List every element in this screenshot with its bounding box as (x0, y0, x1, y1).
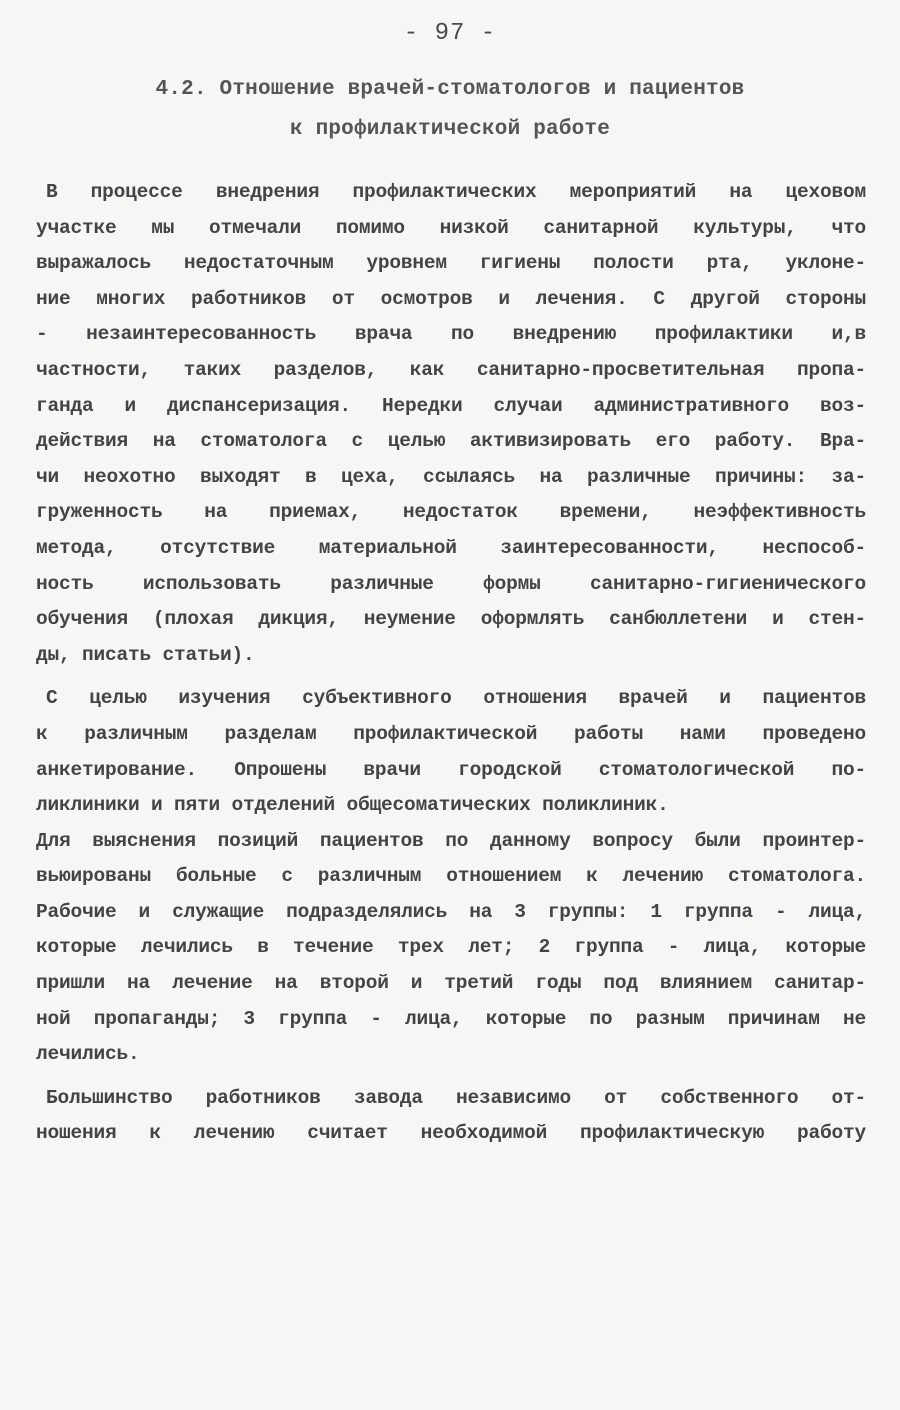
text-line: - незаинтересованность врача по внедрению профилактики и,в (36, 323, 866, 346)
text-line: ды, писать статьи). (36, 643, 255, 666)
text-line: ние многих работников от осмотров и лечения. С другой стороны (36, 287, 866, 310)
text-line: Большинство работников завода независимо от собственного от- (46, 1086, 866, 1109)
text-line: ликлиники и пяти отделений общесоматических поликлиник. (36, 794, 669, 817)
text-line: лечились. (36, 1043, 140, 1066)
text-line: чи неохотно выходят в цеха, ссылаясь на различные причины: за- (36, 465, 866, 488)
paragraph-1 (36, 175, 866, 673)
section-heading (60, 70, 840, 150)
paragraph-2 (36, 681, 866, 1073)
text-line: ганда и диспансеризация. Нередки случаи административного воз- (36, 394, 866, 417)
heading-line-1: 4.2. Отношение врачей-стоматологов и пациентов (155, 78, 745, 101)
body-text (36, 175, 866, 1152)
text-line: выражалось недостаточным уровнем гигиены полости рта, уклоне- (36, 252, 866, 275)
text-line: В процессе внедрения профилактических мероприятий на цеховом (46, 181, 866, 203)
text-line: участке мы отмечали помимо низкой санитарной культуры, что (36, 216, 866, 239)
text-line: частности, таких разделов, как санитарно-просветительная пропа- (36, 358, 866, 381)
text-line: груженность на приемах, недостаток времени, неэффективность (36, 501, 866, 524)
heading-line-2: к профилактической работе (289, 118, 611, 141)
text-line: действия на стоматолога с целью активизировать его работу. Вра- (36, 430, 866, 453)
text-line: Для выяснения позиций пациентов по данному вопросу были проинтер- (36, 829, 866, 852)
text-line: ношения к лечению считает необходимой профилактическую работу (36, 1122, 866, 1145)
text-line: которые лечились в течение трех лет; 2 группа - лица, которые (36, 936, 866, 959)
text-line: вьюированы больные с различным отношением к лечению стоматолога. (36, 865, 866, 888)
text-line: к различным разделам профилактической работы нами проведено (36, 722, 866, 745)
text-line: ность использовать различные формы санитарно-гигиенического (36, 572, 866, 595)
text-line: С целью изучения субъективного отношения врачей и пациентов (46, 687, 866, 710)
text-line: Рабочие и служащие подразделялись на 3 группы: 1 группа - лица, (36, 900, 866, 923)
text-line: метода, отсутствие материальной заинтересованности, неспособ- (36, 536, 866, 559)
text-line: обучения (плохая дикция, неумение оформлять санбюллетени и стен- (36, 608, 866, 631)
text-line: анкетирование. Опрошены врачи городской стоматологической по- (36, 758, 866, 781)
text-line: пришли на лечение на второй и третий годы под влиянием санитар- (36, 972, 866, 995)
paragraph-3 (36, 1081, 866, 1152)
page-number: - 97 - (403, 20, 497, 47)
text-line: ной пропаганды; 3 группа - лица, которые по разным причинам не (36, 1007, 866, 1030)
